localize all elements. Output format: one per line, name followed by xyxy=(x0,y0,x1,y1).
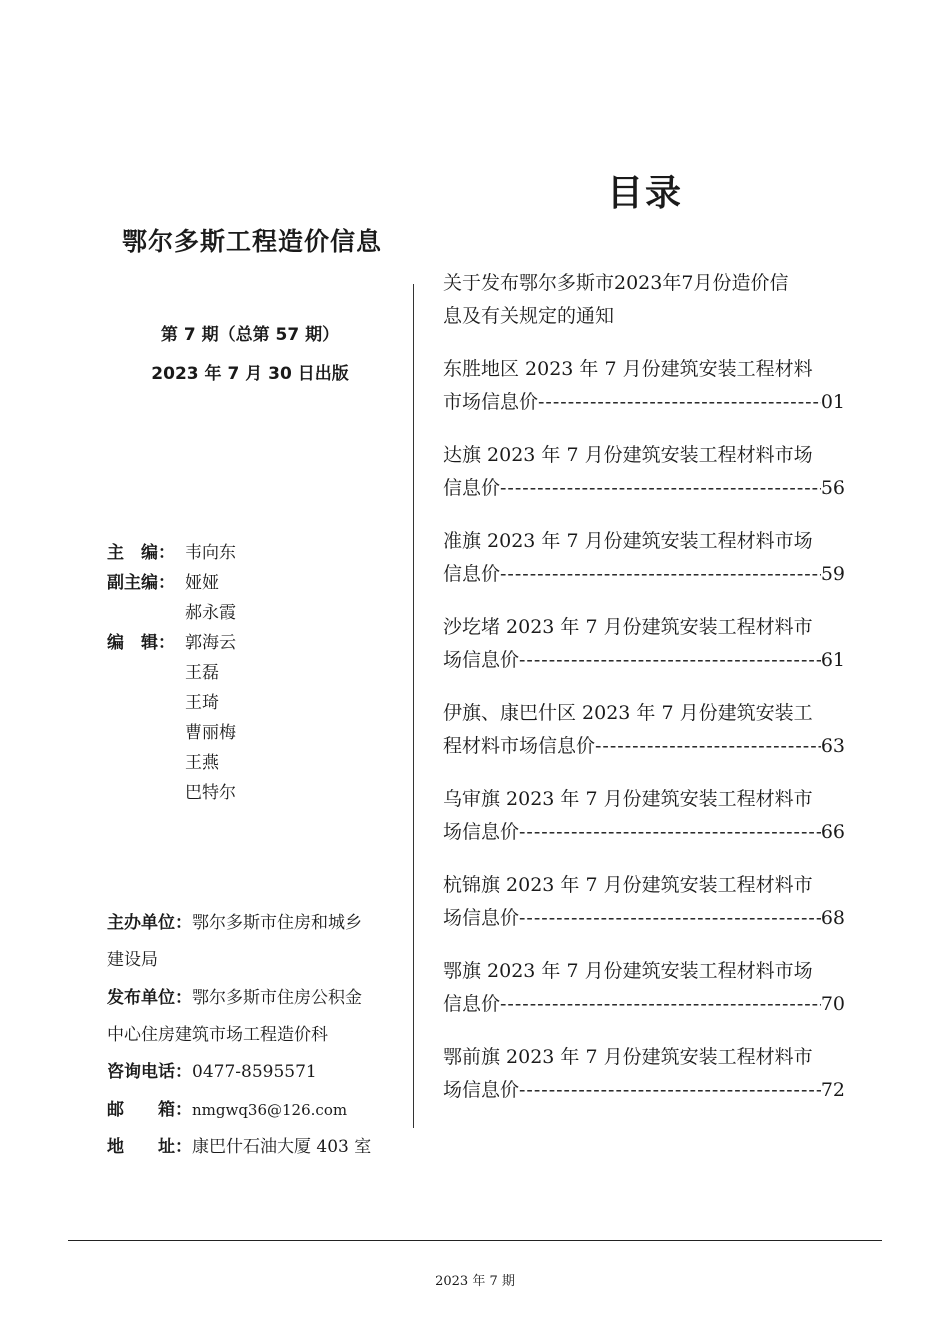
deputy-editor-name: 娅娅 xyxy=(185,573,219,593)
toc-leader xyxy=(500,472,821,505)
publisher-line-2 xyxy=(107,1024,328,1046)
publisher-value: 鄂尔多斯市住房公积金 xyxy=(192,988,362,1008)
editor-name: 郭海云 xyxy=(185,633,236,653)
toc-entry-line1: 东胜地区 2023 年 7 月份建筑安装工程材料 xyxy=(443,358,813,380)
organizer-line-2 xyxy=(107,949,158,971)
toc-page-number: 61 xyxy=(820,649,845,671)
editors-row xyxy=(107,633,236,653)
organizer-label: 主办单位： xyxy=(107,913,192,933)
column-divider xyxy=(413,284,414,1128)
toc-entry-line2: 程材料市场信息价 ----- 63 xyxy=(443,730,845,763)
toc-leader xyxy=(519,644,821,677)
address-line xyxy=(107,1136,371,1158)
publication-title: 鄂尔多斯工程造价信息 xyxy=(122,227,383,256)
toc-entry[interactable] xyxy=(443,353,845,419)
toc-entry-line1: 伊旗、康巴什区 2023 年 7 月份建筑安装工 xyxy=(443,702,813,724)
toc-entry[interactable] xyxy=(443,955,845,1021)
editor-name: 曹丽梅 xyxy=(185,723,236,743)
publisher-line xyxy=(107,987,362,1009)
toc-entry-line2: 息及有关规定的通知 xyxy=(443,305,615,327)
toc-entry-line2: 信息价 ----- 70 xyxy=(443,988,845,1021)
phone-value: 0477-8595571 xyxy=(192,1062,317,1082)
publisher-value-2: 中心住房建筑市场工程造价科 xyxy=(107,1025,328,1045)
toc-entry-line2: 信息价 ----- 56 xyxy=(443,472,845,505)
publisher-label: 发布单位： xyxy=(107,988,192,1008)
toc-page-number: 70 xyxy=(820,993,845,1015)
toc-entry-line1: 关于发布鄂尔多斯市2023年7月份造价信 xyxy=(443,272,789,294)
email-line xyxy=(107,1099,347,1121)
toc-entry[interactable] xyxy=(443,783,845,849)
toc-leader xyxy=(595,730,821,763)
toc-leader xyxy=(519,1074,821,1107)
publish-date: 2023 年 7 月 30 日出版 xyxy=(151,364,349,384)
toc-entry[interactable] xyxy=(443,439,845,505)
toc-page-number: 59 xyxy=(820,563,845,585)
organizer-value: 鄂尔多斯市住房和城乡 xyxy=(192,913,362,933)
toc-page-number: 66 xyxy=(820,821,845,843)
toc-entry-line2: 场信息价 ----- 72 xyxy=(443,1074,845,1107)
editors-row xyxy=(107,663,219,683)
toc-page-number: 63 xyxy=(820,735,845,757)
organizer-line xyxy=(107,912,362,934)
editor-name: 王燕 xyxy=(185,753,219,773)
deputy-editor-name: 郝永霞 xyxy=(185,603,236,623)
toc-leader xyxy=(500,558,821,591)
email-value[interactable]: nmgwq36@126.com xyxy=(192,1101,348,1119)
deputy-editor-row xyxy=(107,603,236,623)
toc-leader xyxy=(538,386,821,419)
organizer-value-2: 建设局 xyxy=(107,950,158,970)
toc-page-number: 72 xyxy=(820,1079,845,1101)
editor-name: 王琦 xyxy=(185,693,219,713)
toc-entry[interactable] xyxy=(443,869,845,935)
toc-leader xyxy=(500,988,821,1021)
toc-entry[interactable] xyxy=(443,697,845,763)
footer-rule xyxy=(68,1240,882,1241)
address-value: 康巴什石油大厦 403 室 xyxy=(192,1137,372,1157)
toc-entry-line1: 鄂旗 2023 年 7 月份建筑安装工程材料市场 xyxy=(443,960,813,982)
editors-row xyxy=(107,753,219,773)
toc-entry[interactable] xyxy=(443,1041,845,1107)
toc-entry-line1: 乌审旗 2023 年 7 月份建筑安装工程材料市 xyxy=(443,788,813,810)
toc-title: 目录 xyxy=(606,173,683,214)
deputy-editor-label: 副主编： xyxy=(107,573,175,593)
editors-row xyxy=(107,723,236,743)
toc-entry-line1: 达旗 2023 年 7 月份建筑安装工程材料市场 xyxy=(443,444,813,466)
editor-name: 巴特尔 xyxy=(185,783,236,803)
issue-number: 第 7 期（总第 57 期） xyxy=(160,325,340,345)
editors-row xyxy=(107,783,236,803)
chief-editor-name: 韦向东 xyxy=(185,543,236,563)
toc-entry-line2: 场信息价 ----- 66 xyxy=(443,816,845,849)
toc-entry-line2: 场信息价 ----- 61 xyxy=(443,644,845,677)
chief-editor-row xyxy=(107,543,236,563)
deputy-editor-row xyxy=(107,573,219,593)
toc-leader xyxy=(519,816,821,849)
toc-page-number: 56 xyxy=(820,477,845,499)
toc-entry-line1: 杭锦旗 2023 年 7 月份建筑安装工程材料市 xyxy=(443,874,813,896)
toc-entry[interactable] xyxy=(443,267,845,333)
toc-entry[interactable] xyxy=(443,611,845,677)
editors-row xyxy=(107,693,219,713)
toc-entry-line1: 准旗 2023 年 7 月份建筑安装工程材料市场 xyxy=(443,530,813,552)
toc-entry-line2: 信息价 ----- 59 xyxy=(443,558,845,591)
phone-label: 咨询电话： xyxy=(107,1062,192,1082)
toc-entry-line1: 沙圪堵 2023 年 7 月份建筑安装工程材料市 xyxy=(443,616,813,638)
toc-entry-line2: 场信息价 ----- 68 xyxy=(443,902,845,935)
email-label: 邮 箱： xyxy=(107,1100,192,1120)
toc-entry[interactable] xyxy=(443,525,845,591)
editor-name: 王磊 xyxy=(185,663,219,683)
toc-page-number: 68 xyxy=(820,907,845,929)
phone-line xyxy=(107,1061,317,1083)
editors-label: 编 辑： xyxy=(107,633,175,653)
footer-issue: 2023 年 7 期 xyxy=(435,1274,515,1289)
chief-editor-label: 主 编： xyxy=(107,543,175,563)
toc-page-number: 01 xyxy=(820,391,845,413)
address-label: 地 址： xyxy=(107,1137,192,1157)
toc-entry-line1: 鄂前旗 2023 年 7 月份建筑安装工程材料市 xyxy=(443,1046,813,1068)
toc-entry-line2: 市场信息价 ----- 01 xyxy=(443,386,845,419)
toc-leader xyxy=(519,902,821,935)
